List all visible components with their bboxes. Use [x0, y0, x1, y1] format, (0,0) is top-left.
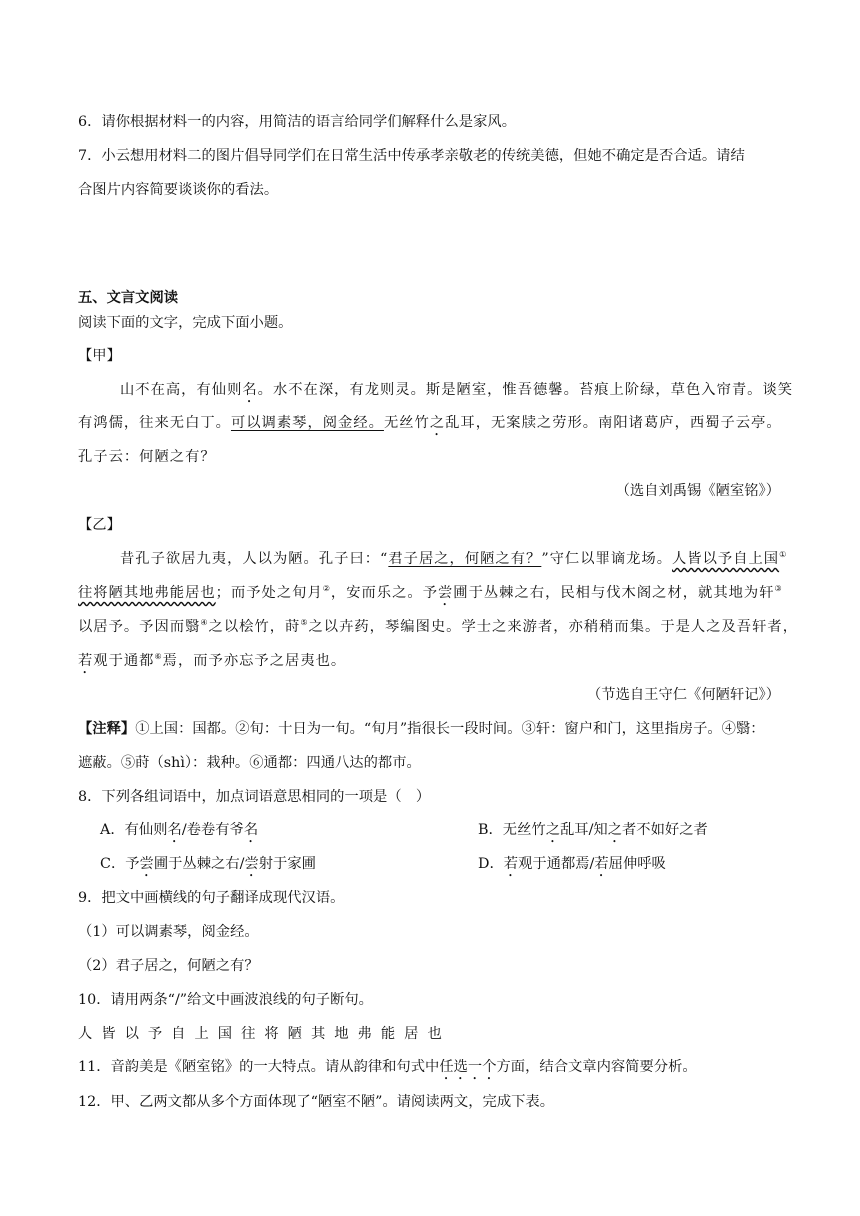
- passage-yi-line-1: 昔孔子欲居九夷，人以为陋。孔子曰：“君子居之，何陋之有？”守仁以罪谪龙场。人皆以予自上国①: [120, 550, 788, 567]
- question-12: 12．甲、乙两文都从多个方面体现了“陋室不陋”。请阅读两文，完成下表。: [78, 1094, 555, 1110]
- passage-jia-line-2: 有鸿儒，往来无白丁。可以调素琴，阅金经。无丝竹之乱耳，无案牍之劳形。南阳诸葛庐，西蜀子云亭。: [78, 415, 782, 431]
- notes-line-1: 【注释】①上国：国都。②旬：十日为一旬。“旬月”指很长一段时间。③轩：窗户和门，这里指房子。④翳：: [78, 721, 765, 737]
- notes-line-2: 遮蔽。⑤莳（shì）：栽种。⑥通都：四通八达的都市。: [78, 755, 421, 771]
- note-marker: ①: [779, 550, 788, 560]
- passage-yi-line-4: 若观于通都⑥焉，而予亦忘予之居夷也。: [78, 652, 347, 669]
- passage-yi-label: 【乙】: [78, 517, 121, 533]
- note-marker: ②: [322, 584, 331, 594]
- note-marker: ⑥: [154, 652, 163, 662]
- emphasis-dot-word: 任选一个: [439, 1059, 497, 1075]
- underlined-sentence: 可以调素琴，阅金经。: [230, 415, 384, 431]
- emphasis-dot-word: 若: [78, 653, 94, 669]
- question-7-line-2: 合图片内容简要谈谈你的看法。: [78, 182, 279, 198]
- passage-yi-line-3: 以居予。予因而翳④之以桧竹，莳⑤之以卉药，琴编图史。学士之来游者，亦稍稍而集。于是人之及吾轩者，: [78, 618, 798, 635]
- note-marker: ⑤: [300, 618, 309, 628]
- option-d[interactable]: D．若观于通都焉/若屈伸呼吸: [478, 856, 666, 872]
- wavy-underlined-sentence: 人皆以予自上国: [672, 551, 780, 567]
- question-11: 11．音韵美是《陋室铭》的一大特点。请从韵律和句式中任选一个方面，结合文章内容简要分析。: [78, 1059, 697, 1075]
- emphasis-dot-word: 尝: [438, 585, 454, 601]
- note-marker: ④: [200, 618, 209, 628]
- section-title: 五、文言文阅读: [78, 290, 179, 306]
- passage-jia-source: （选自刘禹锡《陋室铭》）: [615, 483, 780, 499]
- passage-yi-line-2: 往将陋其地弗能居也；而予处之旬月②，安而乐之。予尝圃于丛棘之右，民相与伐木阁之材，就其地为轩③: [78, 584, 783, 601]
- option-a[interactable]: A．有仙则名/卷卷有爷名: [100, 822, 259, 838]
- underlined-sentence: 君子居之，何陋之有？: [388, 551, 542, 567]
- question-10-sentence: 人皆以予自上国往将陋其地弗能居也: [78, 1026, 451, 1042]
- question-8-options-row-2: [100, 854, 666, 880]
- notes-label: 【注释】: [78, 721, 136, 737]
- instruction: 阅读下面的文字，完成下面小题。: [78, 315, 293, 331]
- passage-jia-line-3: 孔子云：何陋之有？: [78, 449, 216, 465]
- passage-jia-label: 【甲】: [78, 348, 121, 364]
- question-9-sub-2: （2）君子居之，何陋之有？: [78, 958, 259, 974]
- question-9-sub-1: （1）可以调素琴，阅金经。: [78, 924, 259, 940]
- question-9-stem: 9．把文中画横线的句子翻译成现代汉语。: [78, 890, 345, 906]
- option-c[interactable]: C．予尝圃于丛棘之右/尝射于家圃: [100, 856, 316, 872]
- question-6: 6．请你根据材料一的内容，用简洁的语言给同学们解释什么是家风。: [78, 114, 516, 130]
- question-7-line-1: 7．小云想用材料二的图片倡导同学们在日常生活中传承孝亲敬老的传统美德，但她不确定是否合适。请结: [78, 148, 745, 164]
- question-8-options-row-1: [100, 820, 708, 846]
- option-b[interactable]: B．无丝竹之乱耳/知之者不如好之者: [478, 822, 708, 838]
- passage-jia-line-1: 山不在高，有仙则名。水不在深，有龙则灵。斯是陋室，惟吾德馨。苔痕上阶绿，草色入帘青。谈笑: [120, 382, 794, 398]
- note-marker: ③: [774, 584, 783, 594]
- question-10-stem: 10．请用两条“/”给文中画波浪线的句子断句。: [78, 992, 373, 1008]
- emphasis-dot-word: 之: [429, 415, 446, 431]
- wavy-underlined-sentence: 往将陋其地弗能居也: [78, 585, 216, 601]
- passage-yi-source: （节选自王守仁《何陋轩记》）: [586, 687, 780, 703]
- question-8-stem: 8．下列各组词语中，加点词语意思相同的一项是（ ）: [78, 789, 431, 805]
- emphasis-dot-word: 名: [242, 382, 258, 398]
